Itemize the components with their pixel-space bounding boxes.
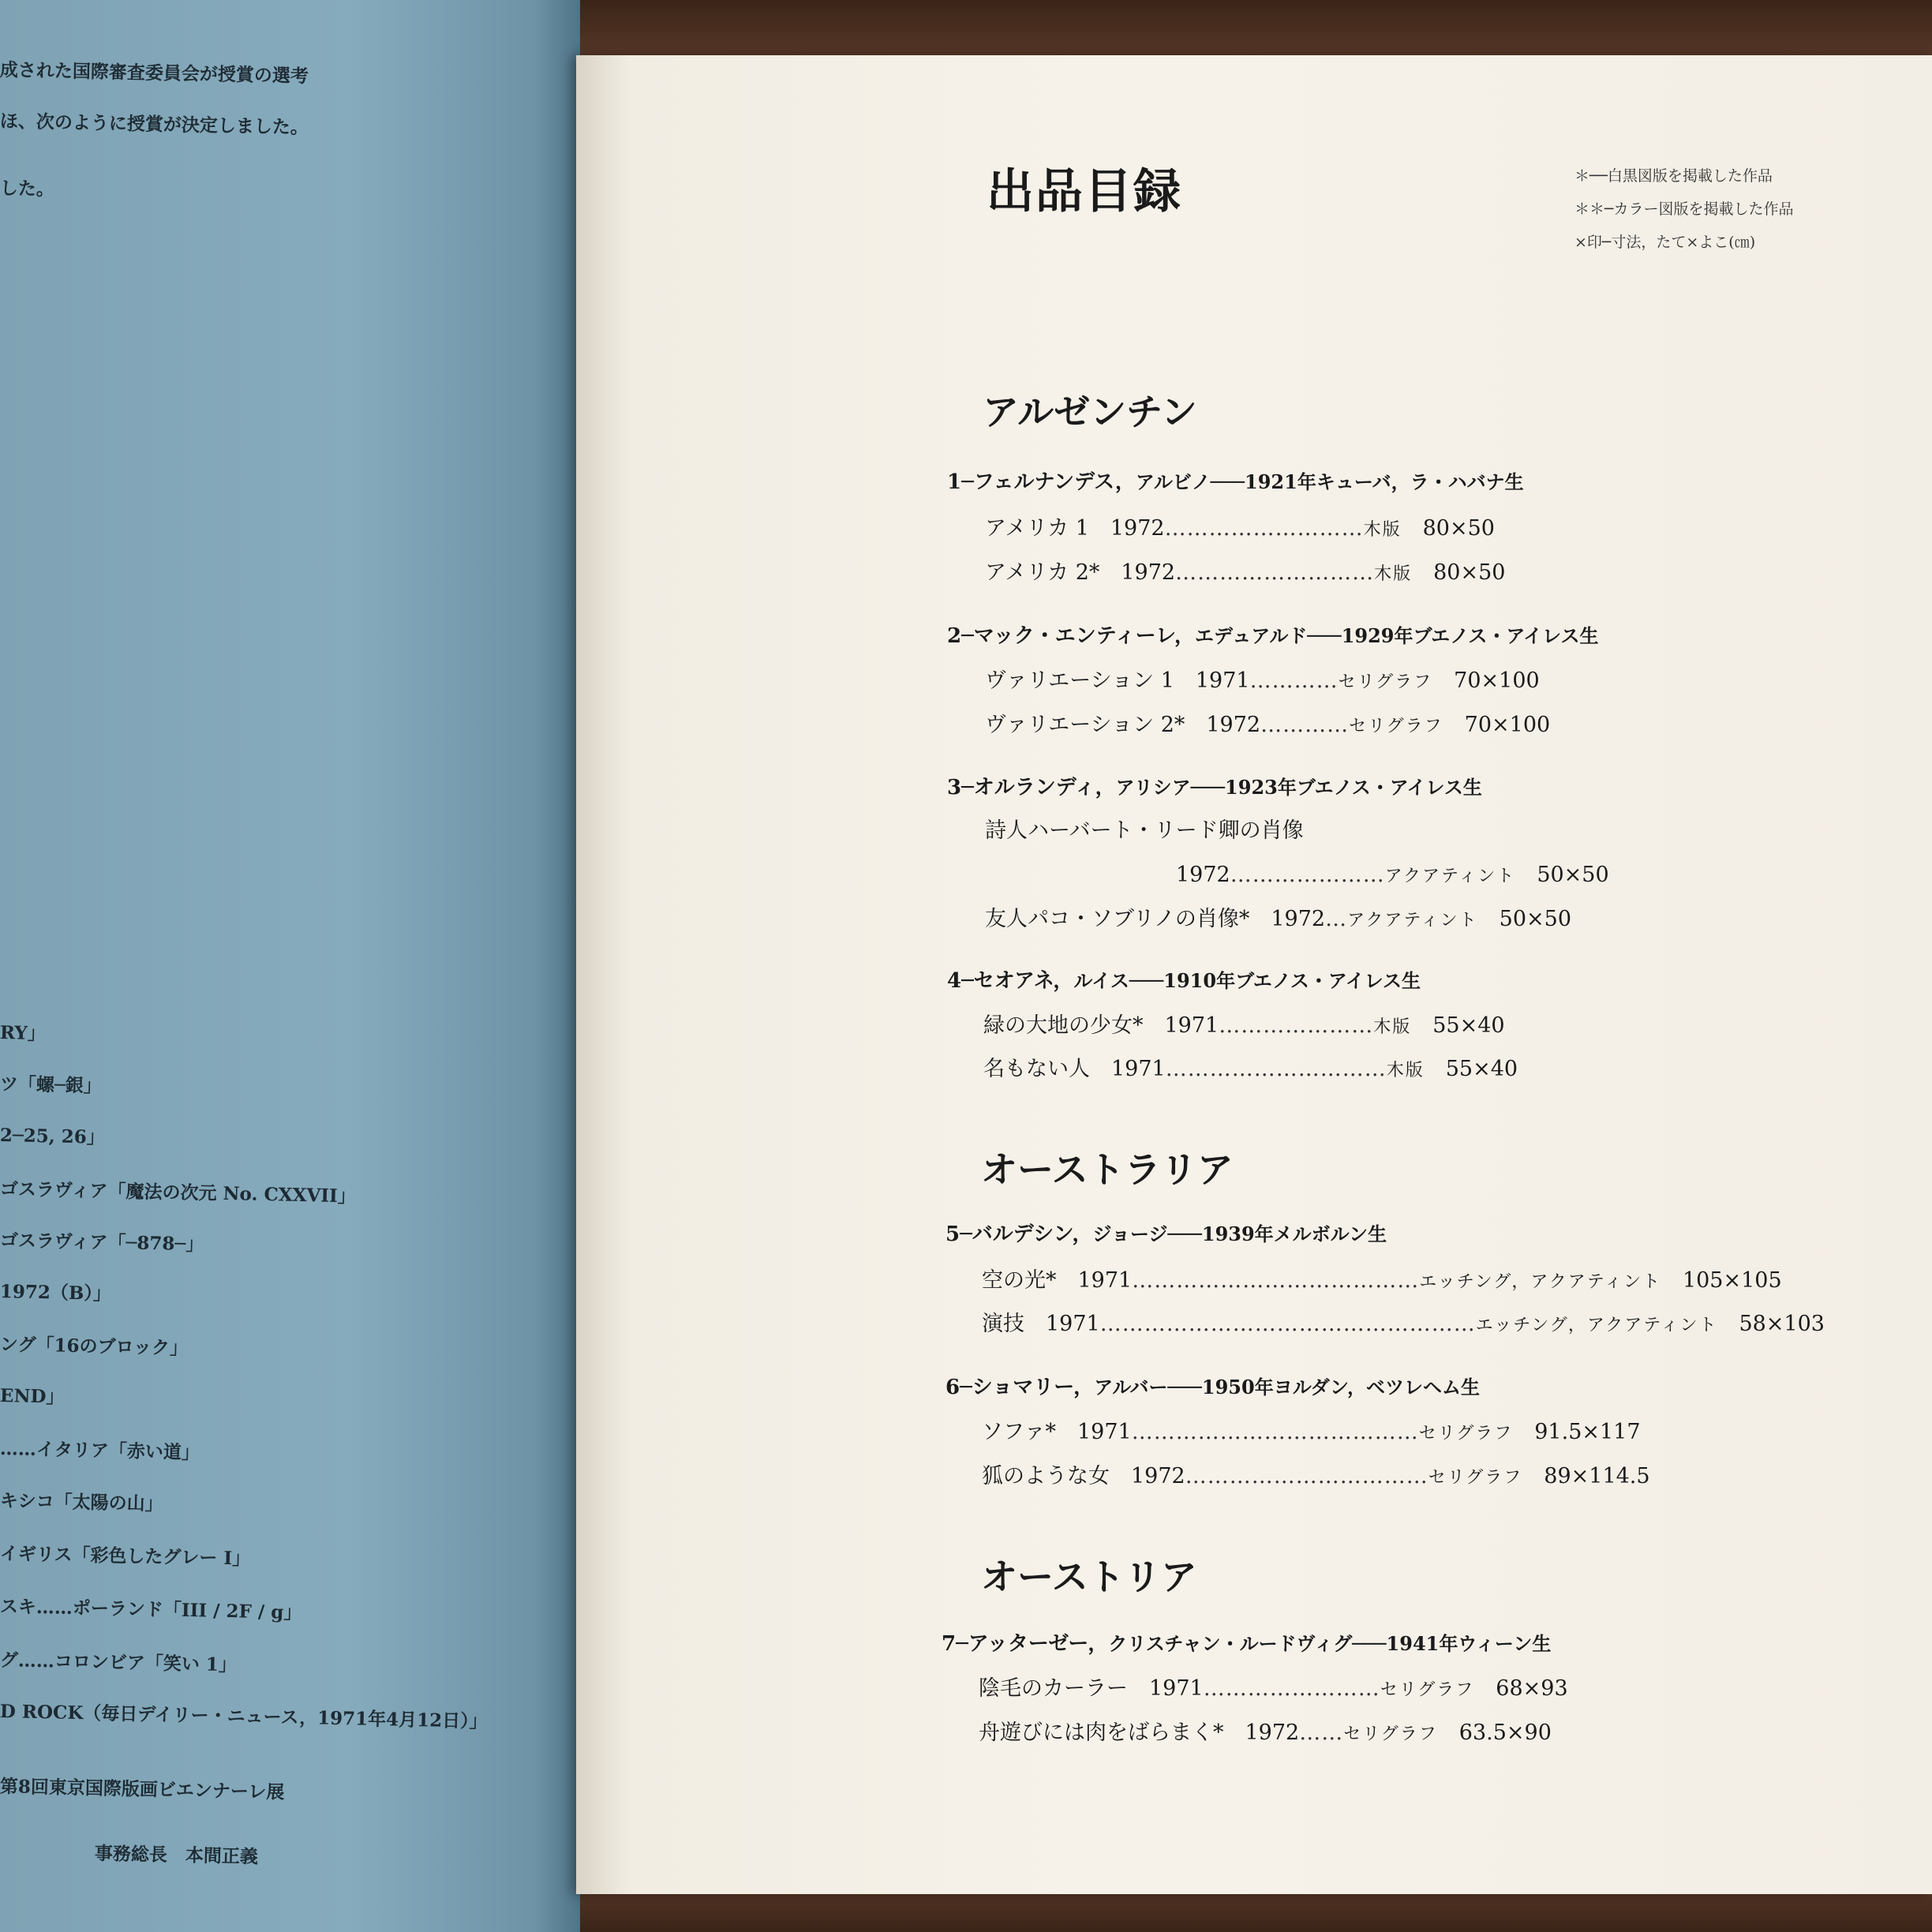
work-entry (1176, 857, 1609, 888)
work-year: 1971 (1077, 1268, 1133, 1293)
work-year: 1972 (1110, 516, 1165, 541)
work-year: 1971 (1111, 1057, 1166, 1081)
work-title: アメリカ 2* (985, 560, 1100, 585)
work-medium: セリグラフ (1380, 1680, 1475, 1700)
leader-dots: ………………………………… (1131, 1420, 1419, 1444)
work-size: 50×50 (1537, 863, 1609, 887)
left-line: ……イタリア「赤い道」 (0, 1438, 200, 1464)
leader-dots: ………… (1260, 713, 1350, 737)
work-year: 1972 (1131, 1464, 1185, 1488)
country-heading: オーストリア (981, 1556, 1197, 1598)
left-line: キシコ「太陽の山」 (0, 1490, 163, 1515)
work-year: 1972 (1121, 560, 1176, 585)
leader-dots: …………………………………………… (1099, 1312, 1476, 1336)
work-size: 80×50 (1433, 560, 1506, 585)
artist-entry (945, 1371, 1480, 1400)
work-medium: セリグラフ (1343, 1724, 1438, 1744)
work-entry (982, 1263, 1782, 1294)
legend-line: ＊＊─カラー図版を掲載した作品 (1574, 200, 1794, 218)
work-year: 1971 (1164, 1013, 1219, 1038)
work-title: 詩人ハーバート・リード卿の肖像 (985, 818, 1304, 843)
artist-info: アルバー───1950年ヨルダン，ベツレヘム生 (1094, 1376, 1481, 1398)
leader-dots: ………………… (1219, 1013, 1374, 1038)
work-entry (979, 1715, 1552, 1746)
left-line: 第8回東京国際版画ビエンナーレ展 (0, 1776, 285, 1803)
work-medium: エッチング，アクアティント (1419, 1272, 1661, 1292)
leader-dots: ………… (1249, 668, 1339, 693)
work-entry (985, 663, 1540, 694)
work-medium: エッチング，アクアティント (1475, 1316, 1718, 1335)
work-title: 名もない人 (983, 1057, 1090, 1081)
left-line: ほ、次のように授賞が決定しました。 (0, 110, 309, 139)
leader-dots: ………………………………… (1132, 1268, 1420, 1293)
work-title: ヴァリエーション 1 (985, 668, 1174, 693)
left-line: 2─25, 26」 (0, 1125, 106, 1148)
artist-info: ルイス───1910年ブエノス・アイレス生 (1073, 969, 1421, 992)
artist-entry (947, 466, 1524, 495)
leader-dots: ………………………… (1165, 1057, 1387, 1081)
work-title: 舟遊びには肉をばらまく* (979, 1720, 1224, 1745)
work-medium: セリグラフ (1428, 1468, 1523, 1488)
work-size: 105×105 (1682, 1268, 1782, 1293)
work-size: 89×114.5 (1544, 1464, 1650, 1488)
left-line: した。 (0, 178, 55, 200)
work-entry (979, 1671, 1568, 1702)
leader-dots: ………………… (1230, 863, 1385, 887)
leader-dots: ……………………… (1175, 560, 1375, 585)
work-year: 1972 (1271, 907, 1326, 931)
left-line: イギリス「彩色したグレー I」 (0, 1543, 251, 1570)
artist-info: エデュアルド───1929年ブエノス・アイレス生 (1195, 624, 1599, 647)
left-line: END」 (0, 1385, 65, 1408)
work-medium: 木版 (1386, 1061, 1425, 1080)
work-medium: セリグラフ (1349, 717, 1443, 736)
artist-entry (947, 620, 1598, 649)
leader-dots: …… (1299, 1720, 1344, 1745)
work-entry (985, 555, 1505, 586)
artist-name: 4─セオアネ， (947, 969, 1074, 993)
country-heading: アルゼンチン (983, 391, 1197, 433)
work-medium: アクアティント (1384, 867, 1516, 886)
work-entry (985, 511, 1495, 541)
work-year: 1971 (1076, 1420, 1132, 1444)
work-size: 55×40 (1445, 1057, 1518, 1081)
work-title: ヴァリエーション 2* (985, 713, 1185, 737)
work-entry (983, 1008, 1505, 1039)
work-medium: 木版 (1363, 520, 1402, 540)
artist-info: ジョージ───1939年メルボルン生 (1092, 1222, 1387, 1245)
artist-name: 6─ショマリー， (945, 1376, 1095, 1399)
work-year: 1971 (1046, 1312, 1100, 1336)
leader-dots: …………………………… (1185, 1464, 1428, 1488)
left-line: ゴスラヴィア「─878─」 (0, 1230, 204, 1256)
work-title: 友人パコ・ソブリノの肖像* (985, 907, 1250, 931)
artist-name: 5─バルデシン， (945, 1222, 1093, 1246)
work-year: 1972 (1245, 1720, 1300, 1745)
left-line: 成された国際審査委員会が授賞の選考 (0, 59, 309, 88)
work-entry (985, 901, 1571, 932)
artist-entry (945, 1218, 1387, 1247)
work-title: 狐のような女 (982, 1464, 1110, 1488)
artist-name: 3─オルランディ， (947, 776, 1116, 799)
work-title: 空の光* (982, 1268, 1057, 1293)
work-year: 1971 (1195, 668, 1250, 693)
work-entry (982, 1414, 1641, 1445)
work-medium: アクアティント (1347, 911, 1478, 930)
work-year: 1972 (1206, 713, 1261, 737)
work-size: 68×93 (1496, 1676, 1568, 1701)
work-medium: 木版 (1373, 1017, 1412, 1037)
work-entry (982, 1458, 1650, 1489)
work-year: 1971 (1149, 1676, 1204, 1701)
left-line: ング「16のブロック」 (0, 1334, 189, 1359)
left-page (0, 0, 580, 1932)
work-size: 63.5×90 (1458, 1720, 1552, 1745)
legend-line: ×印─寸法，たて×よこ(㎝) (1574, 234, 1756, 251)
work-size: 55×40 (1432, 1013, 1505, 1038)
left-line: D ROCK（毎日デイリー・ニュース，1971年4月12日）」 (0, 1701, 488, 1732)
artist-info: アリシア───1923年ブエノス・アイレス生 (1115, 776, 1482, 799)
work-size: 70×100 (1464, 713, 1551, 737)
artist-name: 2─マック・エンティーレ， (947, 624, 1196, 648)
work-title: 陰毛のカーラー (979, 1676, 1128, 1701)
work-size: 70×100 (1454, 668, 1540, 693)
work-size: 58×103 (1739, 1312, 1825, 1336)
left-line: ゴスラヴィア「魔法の次元 No. CXXVII」 (0, 1178, 357, 1208)
work-medium: セリグラフ (1338, 672, 1433, 692)
work-entry (982, 1306, 1825, 1337)
artist-info: クリスチャン・ルードヴィグ───1941年ウィーン生 (1108, 1632, 1552, 1655)
work-year: 1972 (1176, 863, 1230, 887)
work-entry (983, 1051, 1518, 1082)
left-line: グ……コロンビア「笑い 1」 (0, 1649, 238, 1676)
leader-dots: ……………………… (1164, 516, 1364, 541)
artist-entry (942, 1627, 1551, 1657)
left-line: 事務総長 本間正義 (94, 1843, 259, 1868)
artist-entry (947, 964, 1421, 994)
artist-info: アルビノ───1921年キューバ，ラ・ハバナ生 (1135, 470, 1524, 493)
artist-name: 7─アッターゼー， (942, 1632, 1109, 1656)
leader-dots: … (1325, 907, 1348, 931)
work-entry (985, 707, 1550, 738)
left-line: ツ「螺─銀」 (0, 1073, 103, 1097)
artist-entry (947, 771, 1482, 800)
work-title: 緑の大地の少女* (983, 1013, 1144, 1038)
work-medium: 木版 (1374, 564, 1413, 584)
work-entry (985, 813, 1304, 844)
work-title: ソファ* (982, 1420, 1056, 1444)
country-heading: オーストラリア (981, 1148, 1234, 1191)
work-size: 50×50 (1499, 907, 1571, 931)
work-title: 演技 (982, 1312, 1024, 1336)
leader-dots: …………………… (1203, 1676, 1380, 1701)
work-size: 80×50 (1422, 516, 1495, 541)
left-line: RY」 (0, 1022, 47, 1045)
left-line: スキ……ポーランド「III / 2F / g」 (0, 1596, 302, 1624)
work-size: 91.5×117 (1534, 1420, 1641, 1444)
legend-line: ＊──白黒図版を掲載した作品 (1574, 167, 1773, 185)
page-title: 出品目録 (987, 164, 1182, 219)
left-line: 1972（B）」 (0, 1281, 112, 1305)
artist-name: 1─フェルナンデス， (947, 470, 1136, 494)
work-medium: セリグラフ (1418, 1424, 1514, 1443)
work-title: アメリカ 1 (985, 516, 1089, 541)
